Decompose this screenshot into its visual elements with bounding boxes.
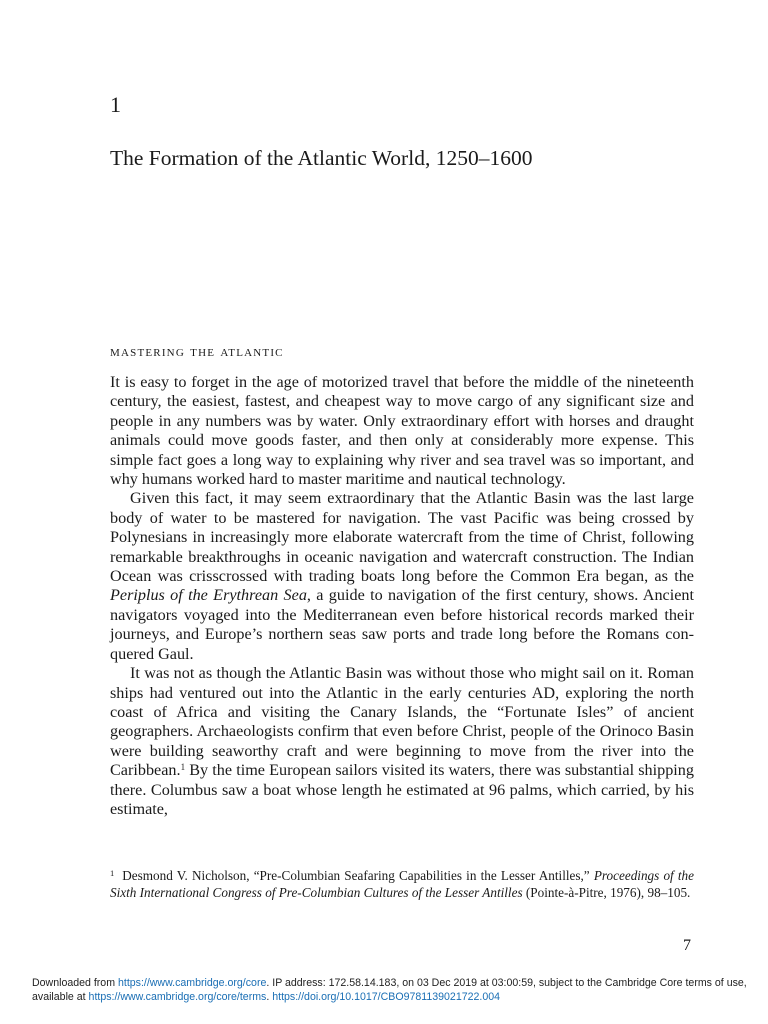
body-text [110, 373, 694, 819]
chapter-number: 1 [110, 92, 121, 117]
section-heading: mastering the atlantic [110, 343, 284, 360]
footnote-marker: 1 [110, 868, 115, 878]
paragraph-2-text-b: , a guide to navigation of the first century, shows. Ancient navigators voyaged into the Mediterranean even before historical records marked their journeys, and Europe’s northern seas saw ports and trade long before the Romans conquered Gaul. [110, 586, 694, 663]
footnote-text-a: Desmond V. Nicholson, “Pre-Columbian Seafaring Capabilities in the Lesser Antilles,” [122, 868, 594, 883]
footnote-proceedings-title: Proceedings of the Sixth International Congress of Pre-Columbian Cultures of the Lesser Antilles [110, 868, 694, 900]
cambridge-core-link[interactable]: https://www.cambridge.org/core [117, 977, 267, 989]
chapter-title: The Formation of the Atlantic World, 1250–1600 [110, 146, 533, 170]
download-separator: . [266, 991, 273, 1003]
paragraph-1 [110, 373, 694, 489]
download-notice [32, 976, 752, 1004]
footnote [110, 868, 694, 901]
footnote-reference[interactable]: 1 [180, 762, 186, 773]
paragraph-1-text: It is easy to forget in the age of motorized travel that before the middle of the nineteenth century, the easiest, fastest, and cheapest way to move cargo of any significant size and people in any numbers was by water. Only extraordinary effort with horses and draught animals could move goods faster, and then only at considerably more expense. This simple fact goes a long way to explaining why river and sea travel was so important, and why humans worked hard to master maritime and nautical technology. [110, 373, 694, 489]
page-number: 7 [683, 937, 691, 954]
paragraph-3-text-a: It was not as though the Atlantic Basin was without those who might sail on it. Roman ships had ventured out into the Atlantic in the early centuries AD, exploring the north coast of Africa and visiting the Canary Islands, the “Fortunate Isles” of ancient geographers. Archaeologists confirm that even before Christ, people of the Orinoco Basin were building seaworthy craft and were beginning to move from the river into the Caribbean. [110, 664, 694, 780]
paragraph-3 [110, 664, 694, 819]
paragraph-3-text-b: By the time European sailors visited its waters, there was substantial shipping there. Columbus saw a boat whose length he estimated at 96 palms, which carried, by his estimate, [110, 761, 694, 818]
paragraph-2 [110, 489, 694, 664]
periplus-title: Periplus of the Erythrean Sea [110, 586, 307, 605]
download-prefix: Downloaded from [32, 977, 118, 989]
terms-link[interactable]: https://www.cambridge.org/core/terms [88, 991, 267, 1003]
paragraph-2-text-a: Given this fact, it may seem extraordinary that the Atlantic Basin was the last large body of water to be mastered for navigation. The vast Pacific was being crossed by Polynesians in increasingly more elaborate watercraft from the time of Christ, following remarkable breakthroughs in oceanic navigation and watercraft construction. The Indian Ocean was crisscrossed with trading boats long before the Common Era began, as the [110, 489, 694, 586]
download-middle: . IP address: 172.58.14.183, on 03 Dec 2019 at 03:00:59, subject to the Cambridge Core terms of use, available at [32, 977, 747, 1003]
doi-link[interactable]: https://doi.org/10.1017/CBO9781139021722.004 [272, 991, 500, 1003]
footnote-text-b: (Pointe-à-Pitre, 1976), 98–105. [522, 884, 691, 900]
